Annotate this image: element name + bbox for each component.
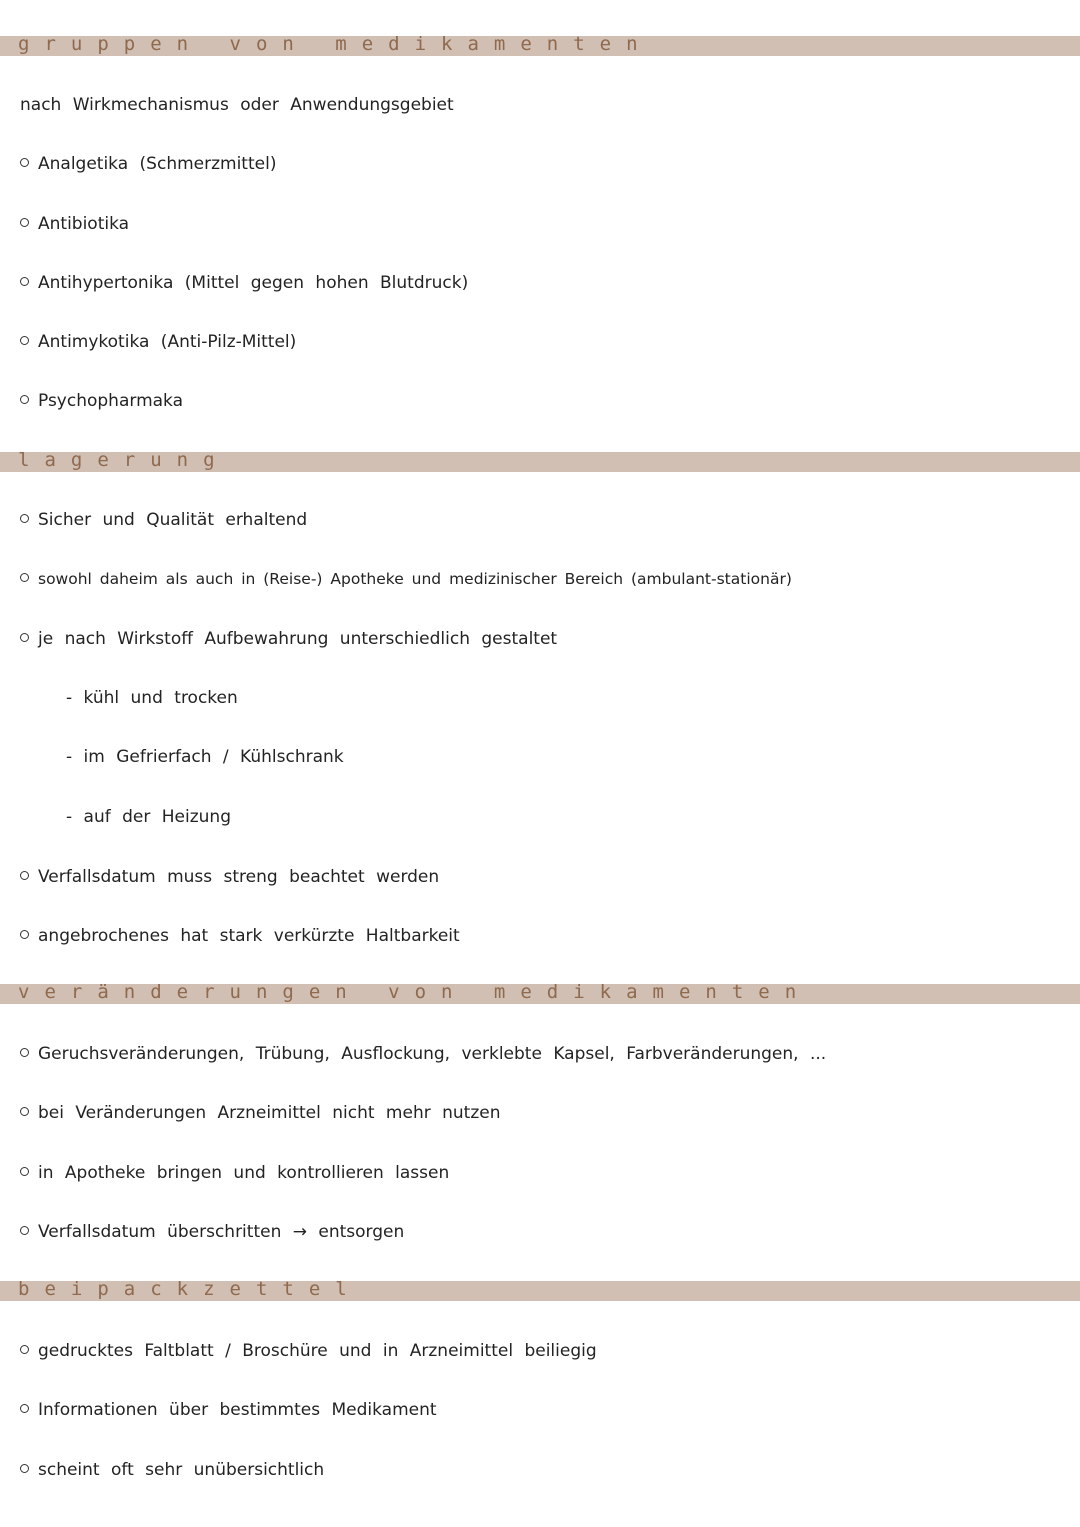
bullet-icon xyxy=(20,1464,29,1473)
bullet-icon xyxy=(20,336,29,345)
list-item: Verfallsdatum muss streng beachtet werden xyxy=(20,865,439,889)
section-title: gruppen von medikamenten xyxy=(18,33,653,55)
sub-item: - im Gefrierfach / Kühlschrank xyxy=(66,747,344,767)
intro-text: nach Wirkmechanismus oder Anwendungsgebiet xyxy=(20,95,454,115)
bullet-icon xyxy=(20,1048,29,1057)
list-item: Sicher und Qualität erhaltend xyxy=(20,508,307,532)
list-item: bei Veränderungen Arzneimittel nicht mehr nutzen xyxy=(20,1101,501,1125)
section-title: veränderungen von medikamenten xyxy=(18,981,812,1003)
bullet-icon xyxy=(20,158,29,167)
section-header-lagerung xyxy=(0,449,1080,472)
list-item: Antimykotika (Anti-Pilz-Mittel) xyxy=(20,330,296,354)
bullet-icon xyxy=(20,1404,29,1413)
list-item: je nach Wirkstoff Aufbewahrung unterschiedlich gestaltet xyxy=(20,627,557,651)
bullet-icon xyxy=(20,514,29,523)
list-item: in Apotheke bringen und kontrollieren lassen xyxy=(20,1161,449,1185)
bullet-icon xyxy=(20,871,29,880)
bullet-icon xyxy=(20,1167,29,1176)
list-item: Antibiotika xyxy=(20,212,129,236)
list-item: Verfallsdatum überschritten → entsorgen xyxy=(20,1220,404,1244)
section-header-veraenderungen xyxy=(0,981,1080,1004)
bullet-icon xyxy=(20,277,29,286)
bullet-icon xyxy=(20,1345,29,1354)
list-item: Informationen über bestimmtes Medikament xyxy=(20,1398,437,1422)
list-item: Antihypertonika (Mittel gegen hohen Blutdruck) xyxy=(20,271,468,295)
section-header-beipackzettel xyxy=(0,1278,1080,1301)
sub-item: - kühl und trocken xyxy=(66,688,238,708)
list-item: sowohl daheim als auch in (Reise-) Apotheke und medizinischer Bereich (ambulant-stationär) xyxy=(20,567,792,591)
bullet-icon xyxy=(20,573,29,582)
bullet-icon xyxy=(20,1226,29,1235)
sub-item: - auf der Heizung xyxy=(66,807,231,827)
bullet-icon xyxy=(20,218,29,227)
list-item: Psychopharmaka xyxy=(20,389,183,413)
section-header-gruppen xyxy=(0,33,1080,56)
bullet-icon xyxy=(20,633,29,642)
list-item: Geruchsveränderungen, Trübung, Ausflockung, verklebte Kapsel, Farbveränderungen, ... xyxy=(20,1042,826,1066)
bullet-icon xyxy=(20,1107,29,1116)
list-item: gedrucktes Faltblatt / Broschüre und in Arzneimittel beiliegig xyxy=(20,1339,597,1363)
list-item: angebrochenes hat stark verkürzte Haltbarkeit xyxy=(20,924,460,948)
bullet-icon xyxy=(20,395,29,404)
list-item: Analgetika (Schmerzmittel) xyxy=(20,152,276,176)
section-title: beipackzettel xyxy=(18,1278,362,1300)
section-title: lagerung xyxy=(18,449,230,471)
list-item: scheint oft sehr unübersichtlich xyxy=(20,1458,324,1482)
bullet-icon xyxy=(20,930,29,939)
